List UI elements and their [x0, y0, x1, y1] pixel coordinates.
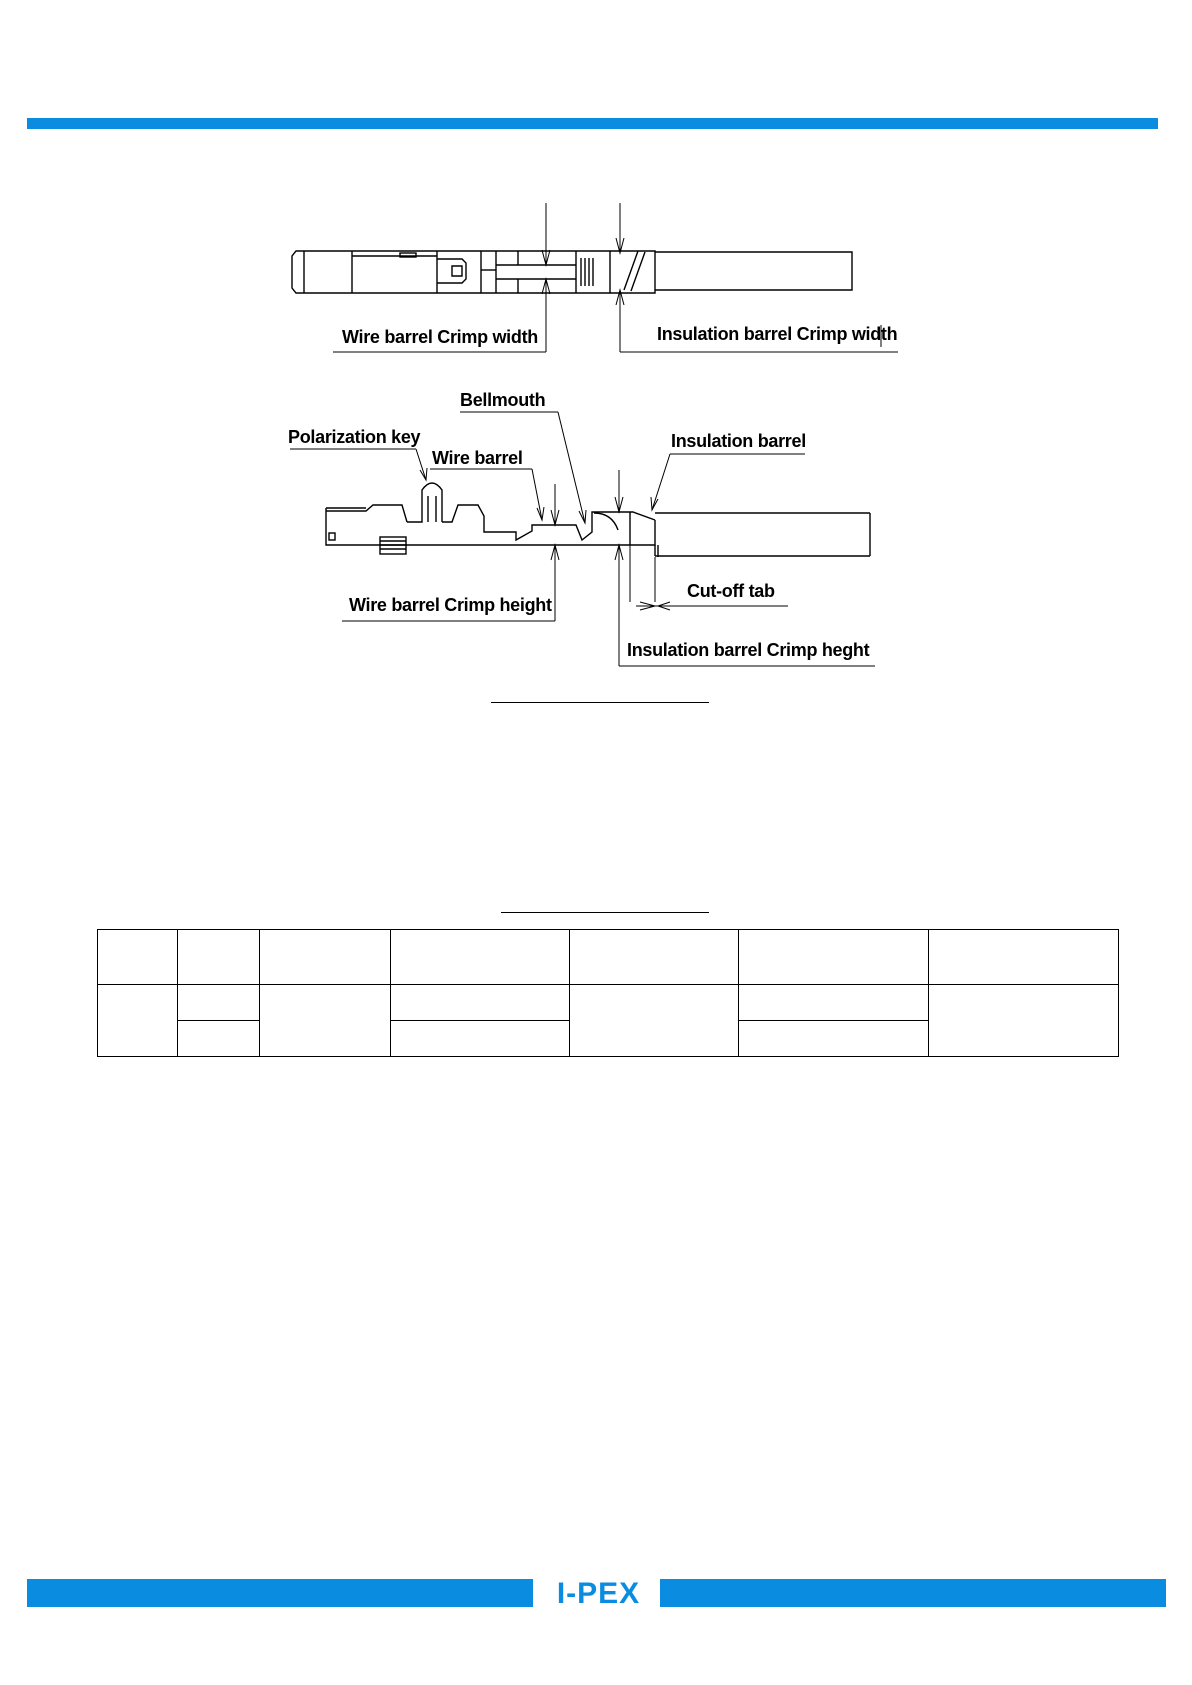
footer-bar-right — [660, 1579, 1166, 1607]
bellmouth-label: Bellmouth — [460, 390, 546, 410]
table-row — [98, 985, 1119, 1021]
table-cell — [391, 985, 570, 1021]
wire-barrel-crimp-height-label: Wire barrel Crimp height — [349, 595, 552, 615]
logo-letters-pex: PEX — [577, 1577, 641, 1610]
table-cell — [178, 930, 260, 985]
polarization-key-label: Polarization key — [288, 427, 421, 447]
wire-barrel-crimp-width-label: Wire barrel Crimp width — [342, 327, 538, 347]
table-cell — [391, 930, 570, 985]
table-cell — [98, 985, 178, 1057]
table-cell — [929, 985, 1119, 1057]
insulation-barrel-label: Insulation barrel — [671, 431, 806, 451]
table-cell — [98, 930, 178, 985]
terminal-top-view — [292, 251, 852, 293]
table-cell — [929, 930, 1119, 985]
table-cell — [739, 985, 929, 1021]
table-cell — [391, 1021, 570, 1057]
ipex-logo — [541, 1576, 656, 1612]
table-cell — [570, 985, 739, 1057]
cut-off-tab-label: Cut-off tab — [687, 581, 775, 601]
table-caption-underline — [501, 912, 709, 913]
insulation-barrel-crimp-width-label: Insulation barrel Crimp width — [657, 324, 898, 344]
table-cell — [178, 1021, 260, 1057]
figure-caption-underline — [491, 702, 709, 703]
table-cell — [260, 985, 391, 1057]
table-cell — [739, 930, 929, 985]
table-cell — [260, 930, 391, 985]
wire-barrel-label: Wire barrel — [432, 448, 523, 468]
table-cell — [739, 1021, 929, 1057]
terminal-side-view — [326, 483, 870, 557]
logo-letter-i: I — [556, 1577, 567, 1610]
table-cell — [570, 930, 739, 985]
footer-bar-left — [27, 1579, 533, 1607]
table-cell — [178, 985, 260, 1021]
table-header-row — [98, 930, 1119, 985]
insulation-barrel-crimp-height-label: Insulation barrel Crimp heght — [627, 640, 870, 660]
crimp-spec-table — [97, 929, 1119, 1057]
logo-dash: - — [566, 1577, 578, 1610]
